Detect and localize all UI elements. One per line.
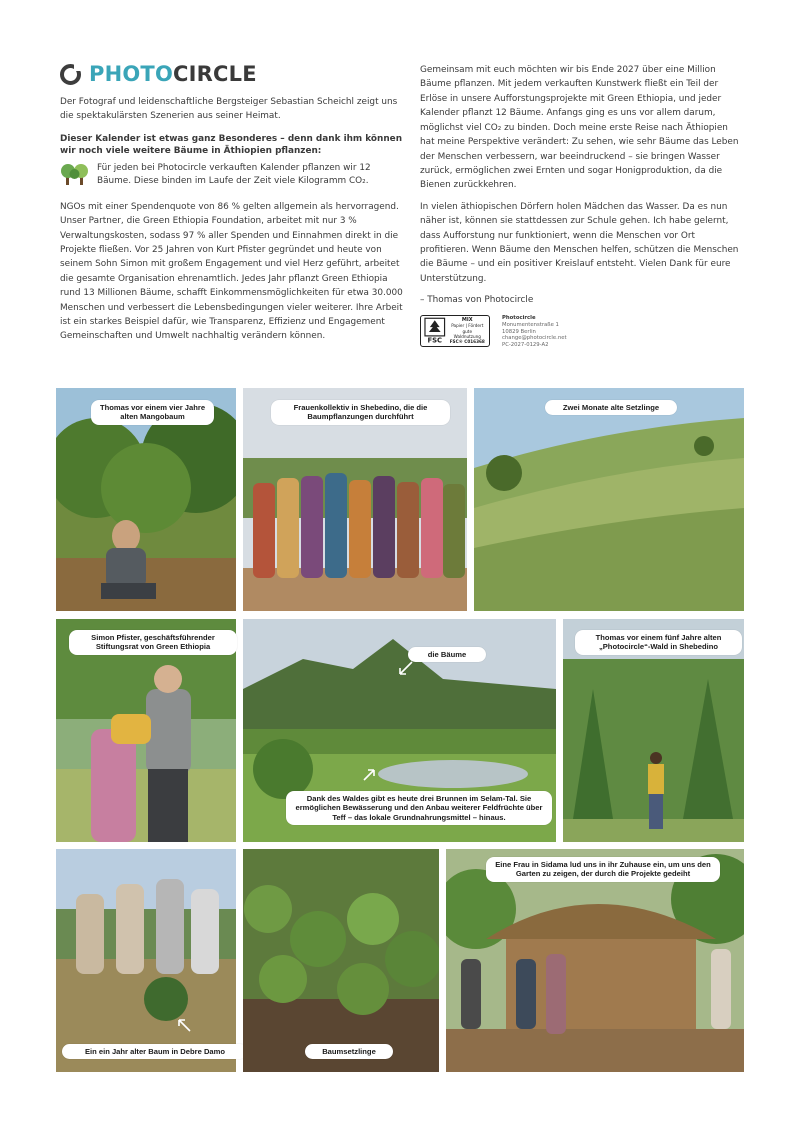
left-text-column <box>60 95 405 344</box>
logo-wordmark: PHOTOCIRCLE <box>89 62 257 86</box>
paragraph-1: Gemeinsam mit euch möchten wir bis Ende 2027 über eine Million Bäume pflanzen. Mit jedem verkauften Kunstwerk fließt ein Teil der Erlöse in unsere Aufforstungsprojekte mit Green Ethiopia, und jeder Kalender pflanzt 12 Bäume. Anfangs ging es uns vor allem darum, möglichst viel CO₂ zu binden. Doch meine erste Reise nach Äthiopien hat meine Perspektive verändert: Zu sehen, wie sehr Bäume das Leben der Menschen verbessern, war beeindruckend – sie bringen Wasser zurück, ermöglichen zwei Ernten und sogar Honigproduktion, da die Bienen zurückkehren. <box>420 65 739 191</box>
tree-note-text: Für jeden bei Photocircle verkauften Kalender pflanzen wir 12 Bäume. Diese binden im Laufe der Zeit viele Kilogramm CO₂. <box>97 162 371 186</box>
logo-circle-icon <box>60 64 81 85</box>
arrow-to-tree-icon <box>175 1016 193 1034</box>
caption-simon-pfister: Simon Pfister, geschäftsführender Stiftungsrat von Green Ethiopia <box>69 630 237 655</box>
fsc-block <box>420 315 745 349</box>
photo-sidama-home <box>446 849 744 1072</box>
photocircle-logo <box>60 62 257 86</box>
photo-tree-seedlings <box>243 849 439 1072</box>
address: Photocircle Monumentenstraße 1 10829 Berlin change@photocircle.net PC-2027-0129-A2 <box>502 314 567 349</box>
caption-photocircle-forest: Thomas vor einem fünf Jahre alten „Photocircle“-Wald in Shebedino <box>575 630 742 655</box>
paragraph-2: In vielen äthiopischen Dörfern holen Mädchen das Wasser. Da es nun näher ist, können sie stattdessen zur Schule gehen. Ich habe gelernt, dass Aufforstung nur funktioniert, wenn die Menschen vor Ort profitieren. Wenn Bäume den Menschen helfen, schützen die Menschen die Bäume – und ein positiver Kreislauf entsteht. Vielen Dank für eure Unterstützung. <box>420 201 739 284</box>
fsc-text: MIX Papier | Fördert gute Waldnutzung FSC® C016368 <box>449 316 485 345</box>
caption-the-trees: die Bäume <box>408 647 486 662</box>
body-text: NGOs mit einer Spendenquote von 86 % gelten allgemein als hervorragend. Unser Partner, die Green Ethiopia Foundation, arbeitet mit nur 3 % Verwaltungskosten, sodass 97 % aller Spenden und Einnahmen direkt in die Projekte fließen. Vor 25 Jahren von Kurt Pfister gegründet und heute von seinem Sohn Simon mit großem Engagement und viel Herz geführt, arbeitet die gesamte Organisation ehrenamtlich. Jedes Jahr pflanzt Green Ethiopia rund 13 Millionen Bäume, schafft Einkommensmöglichkeiten für etwa 30.000 Menschen und verbessert die Lebensbedingungen vieler weiterer. Ihre Arbeit ist ein starkes Beispiel dafür, wie Transparenz, Effizienz und Engagement Gemeinschaften und Umwelt nachhaltig verändern können. <box>60 201 403 342</box>
caption-women-collective: Frauenkollektiv in Shebedino, die die Baumpflanzungen durchführt <box>271 400 450 425</box>
lead-text: Dieser Kalender ist etwas ganz Besonderes – denn dank ihm können wir noch viele weitere Bäume in Äthiopien pflanzen: <box>60 133 403 156</box>
intro-text: Der Fotograf und leidenschaftliche Bergsteiger Sebastian Scheichl zeigt uns die spektakulärsten Szenerien aus seiner Heimat. <box>60 97 398 122</box>
fsc-mark: FSC <box>427 336 443 345</box>
photo-seedlings-hillside <box>474 388 744 611</box>
signature: – Thomas von Photocircle <box>420 295 534 306</box>
fsc-tree-icon <box>424 317 446 345</box>
caption-seedlings: Zwei Monate alte Setzlinge <box>545 400 677 415</box>
tree-note <box>60 162 405 188</box>
fsc-label <box>420 315 490 347</box>
trees-icon <box>60 162 90 186</box>
caption-wells-selam: Dank des Waldes gibt es heute drei Brunnen im Selam-Tal. Sie ermöglichen Bewässerung und den Anbau weiterer Feldfrüchte über Teff – das lokale Grundnahrungsmittel – hinaus. <box>286 791 552 825</box>
caption-debre-damo: Ein ein Jahr alter Baum in Debre Damo <box>62 1044 248 1059</box>
caption-mango-tree: Thomas vor einem vier Jahre alten Mangobaum <box>91 400 214 425</box>
arrow-to-trees-icon <box>396 660 416 678</box>
arrow-to-well-icon <box>360 766 378 782</box>
right-text-column <box>420 63 745 349</box>
photo-debre-damo <box>56 849 236 1072</box>
caption-sidama-home: Eine Frau in Sidama lud uns in ihr Zuhause ein, um uns den Garten zu zeigen, der durch die Projekte gedeiht <box>486 857 720 882</box>
caption-tree-seedlings: Baumsetzlinge <box>305 1044 393 1059</box>
